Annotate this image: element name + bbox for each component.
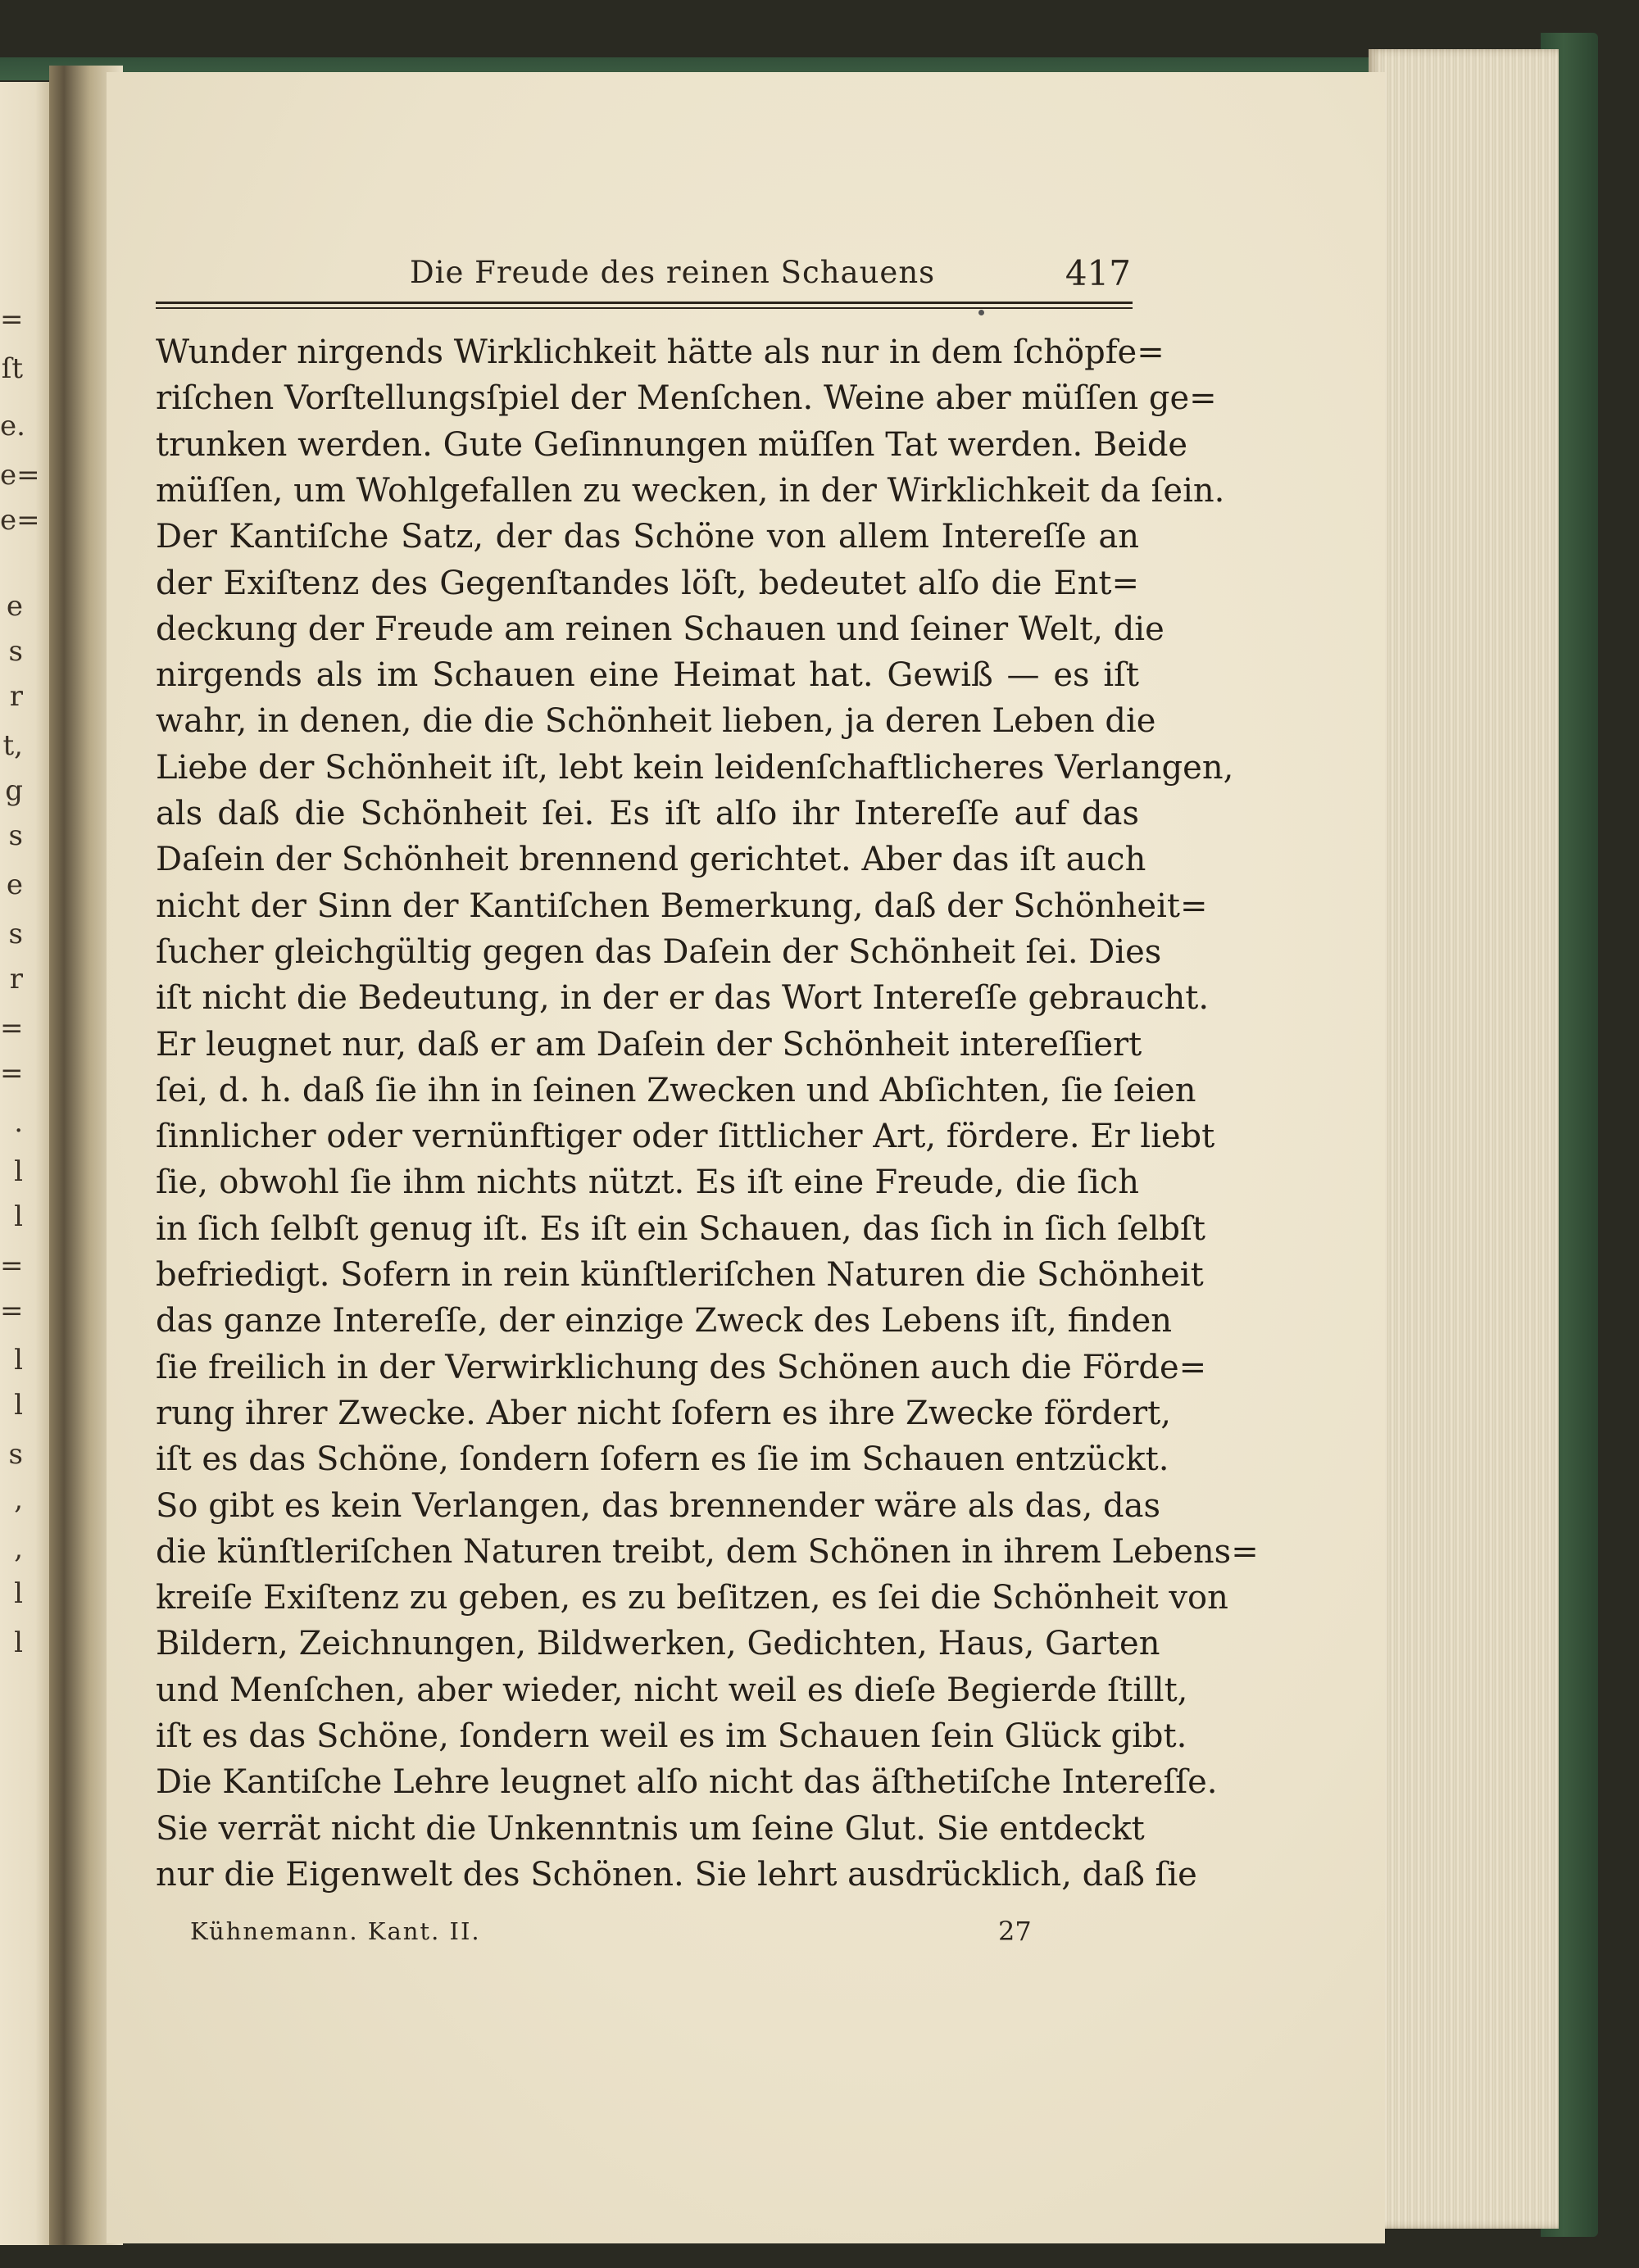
text-line: Wunder nirgends Wirklichkeit hätte als nur in dem ſchöpfe= bbox=[156, 333, 1165, 371]
text-line: iſt nicht die Bedeutung, in der er das Wort Intereſſe gebraucht. bbox=[156, 979, 1210, 1018]
signature-mark: 27 bbox=[998, 1916, 1032, 1947]
text-line: in ſich ſelbſt genug iſt. Es iſt ein Schauen, das ſich in ſich ſelbſt bbox=[156, 1209, 1205, 1248]
left-page-fragment: s bbox=[8, 1438, 23, 1471]
left-page-fragment: r bbox=[9, 680, 23, 713]
text-line: rung ihrer Zwecke. Aber nicht ſofern es ihre Zwecke fördert, bbox=[156, 1394, 1171, 1432]
text-line: riſchen Vorſtellungsſpiel der Menſchen. Weine aber müſſen ge= bbox=[156, 379, 1217, 418]
text-line: nicht der Sinn der Kantiſchen Bemerkung, daß der Schönheit= bbox=[156, 887, 1208, 925]
left-page-fragment: l bbox=[14, 1155, 23, 1188]
text-line: und Menſchen, aber wieder, nicht weil es dieſe Begierde ſtillt, bbox=[156, 1671, 1188, 1709]
left-page-fragment: l bbox=[14, 1626, 23, 1659]
text-line: die künſtleriſchen Naturen treibt, dem Schönen in ihrem Lebens= bbox=[156, 1532, 1259, 1571]
header-rule-bottom bbox=[156, 307, 1133, 309]
text-line: nur die Eigenwelt des Schönen. Sie lehrt ausdrücklich, daß ſie bbox=[156, 1855, 1197, 1894]
text-line: ſie freilich in der Verwirklichung des Schönen auch die Förde= bbox=[156, 1348, 1207, 1386]
left-page-fragment: . bbox=[14, 1106, 23, 1139]
running-head: Die Freude des reinen Schauens bbox=[410, 255, 936, 290]
text-line: deckung der Freude am reinen Schauen und ſeiner Welt, die bbox=[156, 610, 1165, 648]
left-page-fragment: ſt bbox=[1, 352, 23, 385]
text-line: So gibt es kein Verlangen, das brennender wäre als das, das bbox=[156, 1486, 1160, 1525]
text-line: ſinnlicher oder vernünftiger oder ſittlicher Art, fördere. Er liebt bbox=[156, 1118, 1215, 1156]
left-page-fragment: = bbox=[0, 1250, 24, 1282]
text-line: Der Kantiſche Satz, der das Schöne von allem Intereſſe an bbox=[156, 518, 1139, 556]
left-page-fragment: l bbox=[14, 1389, 23, 1422]
left-page-fragment: = bbox=[0, 1012, 24, 1045]
left-page-fragment: e bbox=[6, 869, 23, 901]
left-page-fragment: s bbox=[8, 819, 23, 852]
page-edges bbox=[1369, 49, 1559, 2229]
text-line: iſt es das Schöne, ſondern weil es im Schauen ſein Glück gibt. bbox=[156, 1717, 1187, 1755]
text-line: Liebe der Schönheit iſt, lebt kein leidenſchaftlicheres Verlangen, bbox=[156, 748, 1234, 787]
left-page-fragment: e= bbox=[0, 459, 40, 492]
left-page-fragment: l bbox=[14, 1344, 23, 1377]
text-line: Daſein der Schönheit brennend gerichtet. Aber das iſt auch bbox=[156, 841, 1146, 879]
left-page-fragment: e bbox=[6, 590, 23, 623]
left-page-fragment: e= bbox=[0, 504, 40, 537]
page-header bbox=[156, 250, 1131, 299]
page-number: 417 bbox=[1065, 253, 1131, 293]
text-line: das ganze Intereſſe, der einzige Zweck des Lebens iſt, finden bbox=[156, 1302, 1173, 1340]
footer-author-title: Kühnemann. Kant. II. bbox=[190, 1917, 481, 1945]
left-page-fragment: s bbox=[8, 635, 23, 668]
text-line: als daß die Schönheit ſei. Es iſt alſo ihr Intereſſe auf das bbox=[156, 795, 1139, 832]
left-page-fragment: l bbox=[14, 1577, 23, 1610]
text-line: Die Kantiſche Lehre leugnet alſo nicht das äſthetiſche Intereſſe. bbox=[156, 1763, 1218, 1802]
left-page-fragment: , bbox=[14, 1483, 23, 1516]
text-line: kreiſe Exiſtenz zu geben, es zu beſitzen, es ſei die Schönheit von bbox=[156, 1579, 1228, 1617]
text-line: iſt es das Schöne, ſondern ſofern es ſie im Schauen entzückt. bbox=[156, 1440, 1169, 1479]
left-page-fragment: s bbox=[8, 918, 23, 950]
left-page-fragment: l bbox=[14, 1200, 23, 1233]
text-line: ſie, obwohl ſie ihm nichts nützt. Es iſt eine Freude, die ſich bbox=[156, 1163, 1139, 1202]
ink-speck bbox=[978, 310, 984, 315]
text-line: nirgends als im Schauen eine Heimat hat. Gewiß — es iſt bbox=[156, 656, 1139, 695]
left-page-fragment: , bbox=[14, 1532, 23, 1565]
left-page-fragment: r bbox=[9, 963, 23, 996]
text-line: Sie verrät nicht die Unkenntnis um ſeine Glut. Sie entdeckt bbox=[156, 1809, 1145, 1848]
header-rule-top bbox=[156, 302, 1133, 304]
left-page-fragment: t, bbox=[2, 729, 23, 762]
left-page-fragment: e. bbox=[0, 410, 25, 442]
text-line: trunken werden. Gute Geſinnungen müſſen Tat werden. Beide bbox=[156, 425, 1188, 464]
left-page-fragment: = bbox=[0, 1057, 24, 1090]
left-page-fragment: = bbox=[0, 1295, 24, 1327]
text-line: befriedigt. Sofern in rein künſtleriſchen Naturen die Schönheit bbox=[156, 1256, 1204, 1294]
text-line: wahr, in denen, die die Schönheit lieben, ja deren Leben die bbox=[156, 702, 1156, 741]
left-page-fragment: g bbox=[5, 774, 23, 807]
text-line: müſſen, um Wohlgefallen zu wecken, in der Wirklichkeit da ſein. bbox=[156, 471, 1225, 510]
text-line: Bildern, Zeichnungen, Bildwerken, Gedichten, Haus, Garten bbox=[156, 1625, 1160, 1663]
text-line: Er leugnet nur, daß er am Daſein der Schönheit intereſſiert bbox=[156, 1025, 1142, 1064]
text-line: ſucher gleichgültig gegen das Daſein der Schönheit ſei. Dies bbox=[156, 932, 1162, 971]
text-line: ſei, d. h. daß ſie ihn in ſeinen Zwecken und Abſichten, ſie ſeien bbox=[156, 1071, 1196, 1109]
left-page-fragment: = bbox=[0, 303, 24, 336]
text-line: der Exiſtenz des Gegenſtandes löſt, bedeutet alſo die Ent= bbox=[156, 564, 1139, 602]
